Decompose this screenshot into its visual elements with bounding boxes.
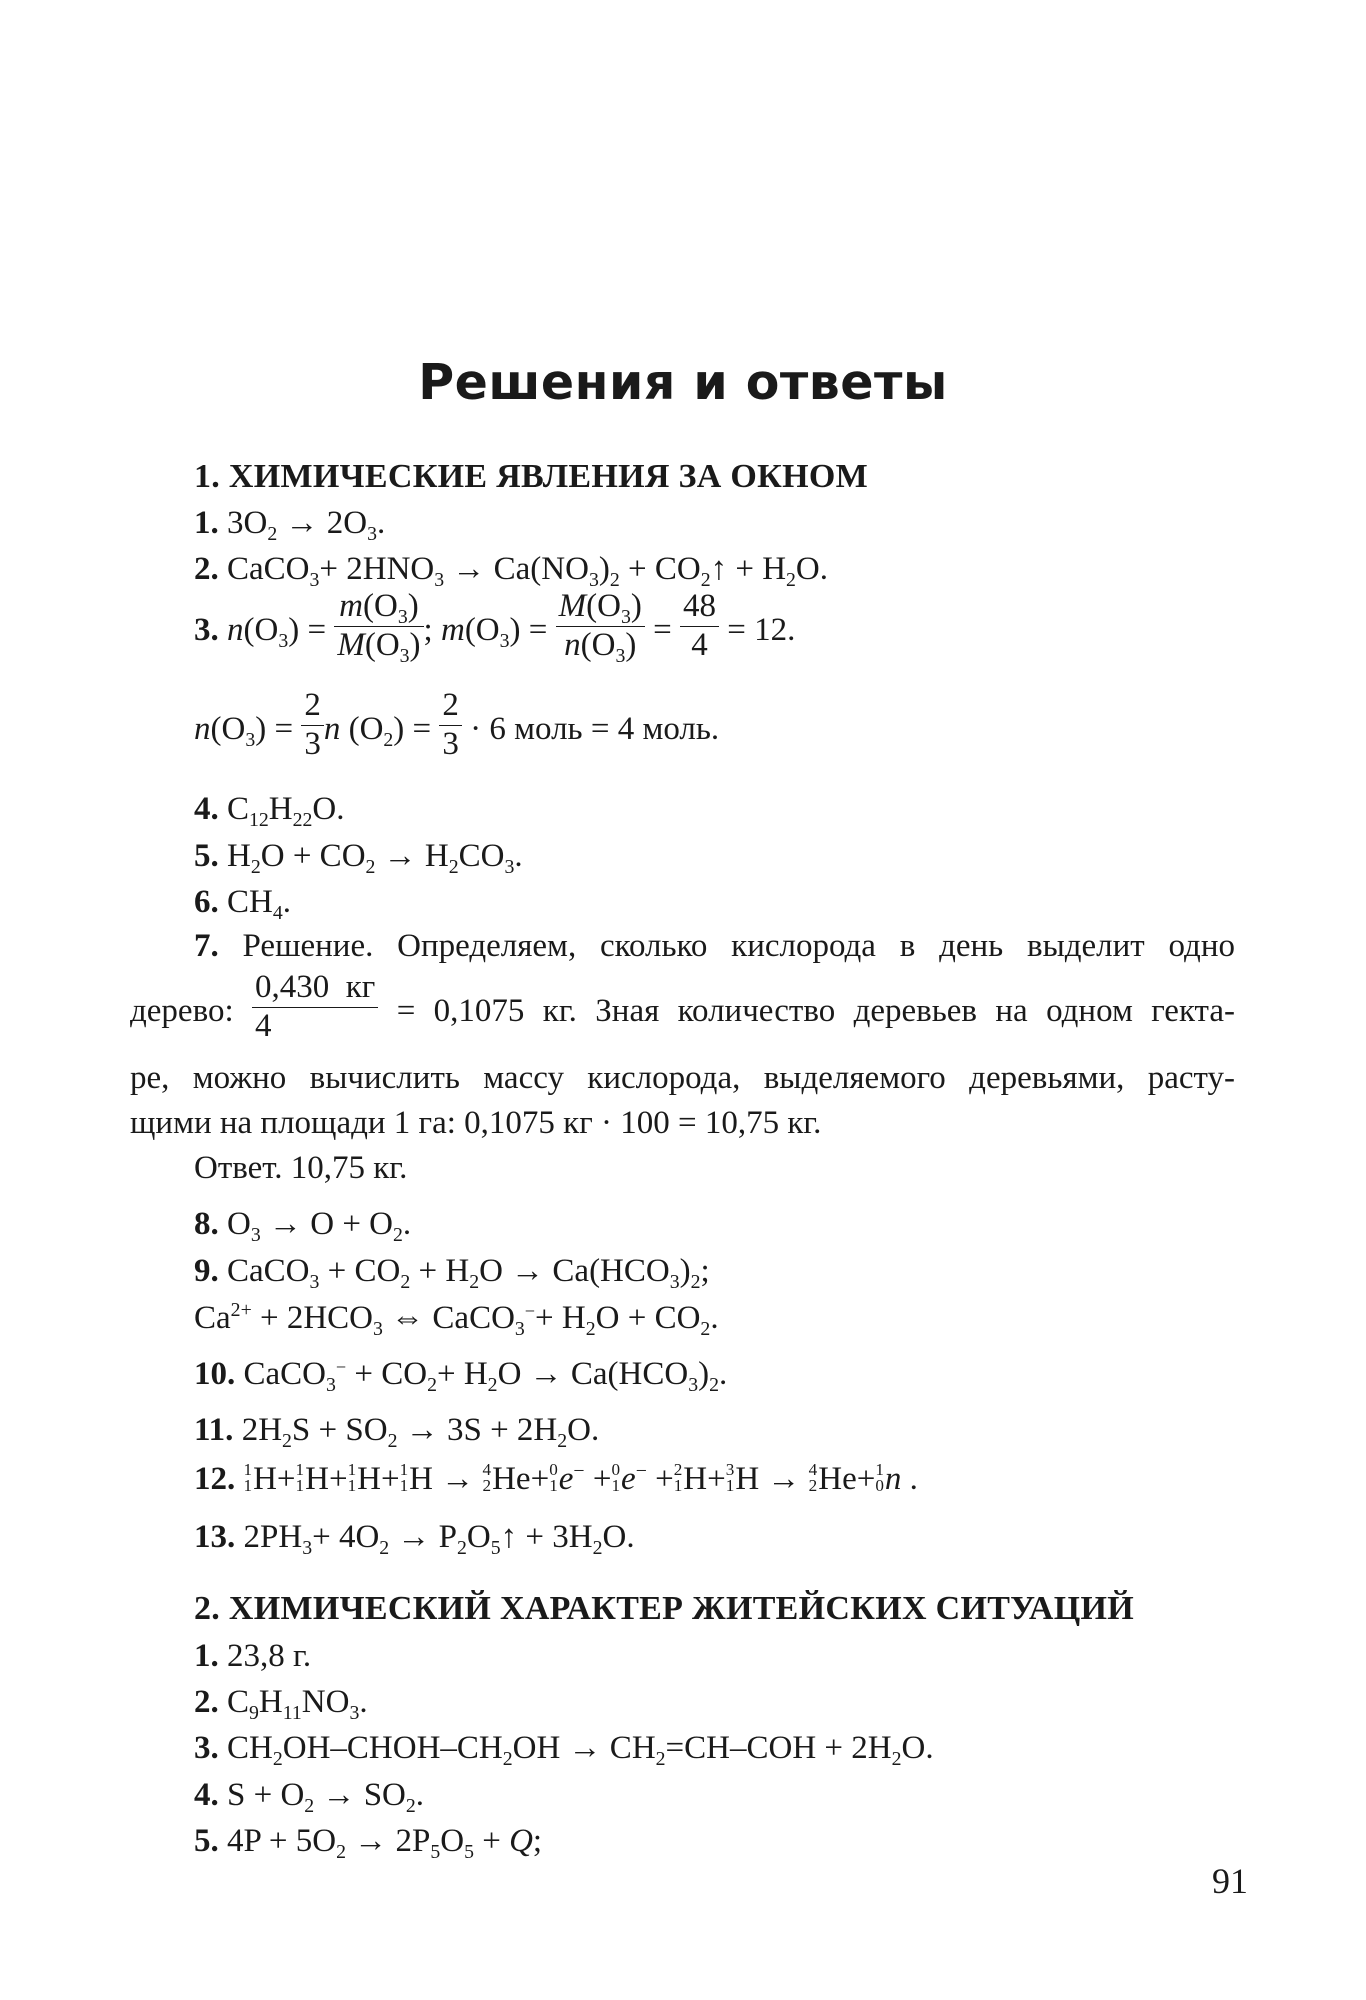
answer-1-13: 13. $2PH_3+ 4O_2$ → $P_2O_5↑ + 3H_2O$. (194, 1519, 635, 1559)
answer-2-1 (194, 1640, 311, 1673)
problem-7-answer: Ответ. 10,75 кг. (194, 1149, 408, 1186)
problem-7-intro: Решение. Определяем, сколько кислорода в день выделит одно (242, 928, 1235, 964)
answer-1-11: 11. $2H_2S + SO_2 \to 3S + 2H_2O$. (194, 1412, 600, 1452)
answer-1-7 (130, 924, 1235, 1191)
formula-fraction: $\frac{0,430 кг}{4}$ (252, 969, 378, 1046)
item-number: 1. (194, 505, 219, 541)
formula-fraction: $\frac{m(O_3)}{M(O_3)}$ (334, 588, 423, 665)
item-number: 4. (194, 1777, 219, 1813)
answer-1-9-ionic: $Ca^{2+} + 2HCO_3$ ⇔ CaCO$_3$−+ $H_2O + CO_2$. (194, 1299, 719, 1340)
item-number: 10. (194, 1356, 236, 1392)
answer-1-12: 12. 1 1 H+ 1 1 H+ 1 1 H+ 1 1 H → 4 2 He+ 0 1 e− + 0 1 e− + 2 1 H+ 3 1 H → 4 2 He+ 1 0 n . (194, 1460, 918, 1497)
item-number: 6. (194, 884, 219, 920)
answer-1-1: 1. $3O_2 \to 2O_3$. (194, 505, 386, 545)
answer-1-3: 3. $n(O_3)$ = $\frac{m(O_3)}{M(O_3)}$ ; $m(O_3)$ = $\frac{M(O_3)}{n(O_3)}$ = $\frac{48}{4}$ = 12. (194, 588, 796, 667)
item-number: 9. (194, 1253, 219, 1289)
answer-1-3-continued: $n(O_3)$ = $\frac{2}{3}$ n $(O_2)$ = $\frac{2}{3}$ · 6 моль = 4 моль. (194, 687, 720, 762)
answer-2-4: 4. $S + O_2 \to SO_2$. (194, 1777, 425, 1817)
page-title: Решения и ответы (418, 354, 948, 411)
answer-1-5: 5. $H_2O + CO_2 \to H_2CO_3$. (194, 838, 523, 878)
item-number: 2. (194, 1684, 219, 1720)
answer-2-2: 2. $C_9H_{11}NO_3$. (194, 1684, 368, 1724)
answer-2-1-value: 23,8 г. (227, 1638, 312, 1674)
answer-2-3: 3. $CH_2OH-CHOH-CH_2OH \to CH_2=CH-COH + 2H_2O$. (194, 1730, 934, 1770)
item-number: 8. (194, 1206, 219, 1242)
problem-7-intro-line (130, 924, 1235, 969)
page-number: 91 (1212, 1861, 1248, 1901)
section-2-heading: 2. ХИМИЧЕСКИЙ ХАРАКТЕР ЖИТЕЙСКИХ СИТУАЦИЙ (194, 1590, 1135, 1627)
answer-1-10: 10. CaCO$_3$− + $CO_2+ H_2O \to Ca(HCO_3)_2$. (194, 1356, 728, 1396)
item-number: 1. (194, 1638, 219, 1674)
item-number: 5. (194, 1823, 219, 1859)
item-number: 11. (194, 1412, 234, 1448)
problem-7-line-3: ре, можно вычислить массу кислорода, выделяемого деревьями, расту- (130, 1059, 1235, 1096)
answer-2-5: 5. $4P + 5O_2 \to 2P_5O_5 + Q$; (194, 1823, 543, 1863)
item-number: 3. (194, 612, 219, 649)
formula-fraction: $\frac{48}{4}$ (680, 588, 719, 665)
answer-1-4: 4. $C_{12}H_{22}O$. (194, 791, 345, 831)
formula-fraction: $\frac{2}{3}$ (301, 687, 324, 764)
problem-7-after-fraction: = 0,1075 кг. Зная количество деревьев на одном гекта- (396, 993, 1235, 1030)
item-number: 4. (194, 791, 219, 827)
problem-7-line-4: щими на площади 1 га: 0,1075 кг · 100 = 10,75 кг. (130, 1104, 822, 1141)
formula-fraction: $\frac{2}{3}$ (439, 687, 462, 764)
item-number: 3. (194, 1730, 219, 1766)
section-1-heading: 1. ХИМИЧЕСКИЕ ЯВЛЕНИЯ ЗА ОКНОМ (194, 458, 868, 495)
answer-1-2: 2. CaCO$_3$+ $2HNO_3 \to Ca(NO_3)_2$ + $CO_2↑ + H_2O$. (194, 551, 829, 591)
problem-7-tree-label: дерево: (130, 993, 234, 1030)
item-number: 12. (194, 1461, 236, 1497)
formula-fraction: $\frac{M(O_3)}{n(O_3)}$ (556, 588, 645, 665)
item-number: 7. (194, 928, 219, 964)
answer-1-9: 9. CaCO$_3$ + $CO_2 + H_2O \to Ca(HCO_3)_2$; (194, 1253, 710, 1293)
answer-1-6: 6. $CH_4$. (194, 884, 291, 924)
item-number: 13. (194, 1519, 236, 1555)
item-number: 2. (194, 551, 219, 587)
problem-7-formula-line (130, 969, 1235, 1052)
item-number: 5. (194, 838, 219, 874)
answer-1-8: 8. $O_3 \to O + O_2$. (194, 1206, 412, 1246)
